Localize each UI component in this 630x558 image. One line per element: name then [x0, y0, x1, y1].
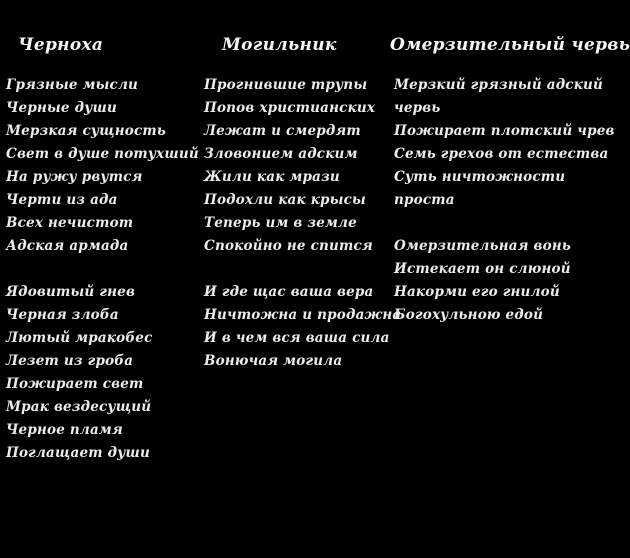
verse-line: Поглащает души [6, 445, 150, 461]
verse-line: Черная злоба [6, 307, 119, 323]
verse-line: Накорми его гнилой [394, 284, 560, 300]
verse-line: Жили как мрази [204, 169, 340, 185]
verse-line: проста [394, 192, 455, 208]
verse-line: Ядовитый гнев [6, 284, 136, 300]
verse-list [204, 74, 401, 373]
verse-line: Мрак вездесущий [6, 399, 152, 415]
verse-line: Богохульною едой [394, 307, 544, 323]
verse-line: Черное пламя [6, 422, 123, 438]
verse-line: Теперь им в земле [204, 215, 357, 231]
verse-line: И где щас ваша вера [204, 284, 374, 300]
verse-line: червь [394, 100, 441, 116]
verse-line: Лютый мракобес [6, 330, 153, 346]
verse-line: Черные души [6, 100, 117, 116]
verse-line: Мерзкая сущность [6, 123, 166, 139]
column-title: Могильник [222, 35, 337, 55]
verse-line: Мерзкий грязный адский [394, 77, 604, 93]
verse-line: И в чем вся ваша сила [204, 330, 390, 346]
verse-line: Адская армада [6, 238, 129, 254]
verse-line: Пожирает плотский чрев [394, 123, 615, 139]
verse-line: Лежат и смердят [204, 123, 361, 139]
verse-line: Вонючая могила [204, 353, 343, 369]
verse-line: Грязные мысли [6, 77, 139, 93]
verse-line: Прогнившие трупы [204, 77, 368, 93]
column-title: Черноха [18, 35, 104, 55]
verse-list [6, 74, 199, 465]
verse-line: Подохли как крысы [204, 192, 366, 208]
stanza-break [6, 258, 199, 281]
verse-line: Суть ничтожности [394, 169, 566, 185]
verse-line: Попов христианских [204, 100, 376, 116]
verse-line: Ничтожна и продажна [204, 307, 402, 323]
verse-line: Семь грехов от естества [394, 146, 609, 162]
verse-line: Всех нечистот [6, 215, 134, 231]
verse-line: Черти из ада [6, 192, 118, 208]
verse-line: Омерзительная вонь [394, 238, 571, 254]
verse-line: Истекает он слюной [394, 261, 571, 277]
column-title: Омерзительный червь [390, 35, 630, 55]
stanza-break [394, 212, 615, 235]
verse-line: Пожирает свет [6, 376, 144, 392]
verse-line: На ружу рвутся [6, 169, 143, 185]
verse-list [394, 74, 615, 327]
verse-line: Спокойно не спится [204, 238, 373, 254]
verse-line: Свет в душе потухший [6, 146, 199, 162]
stanza-break [204, 258, 401, 281]
verse-line: Лезет из гроба [6, 353, 134, 369]
verse-line: Зловонием адским [204, 146, 358, 162]
